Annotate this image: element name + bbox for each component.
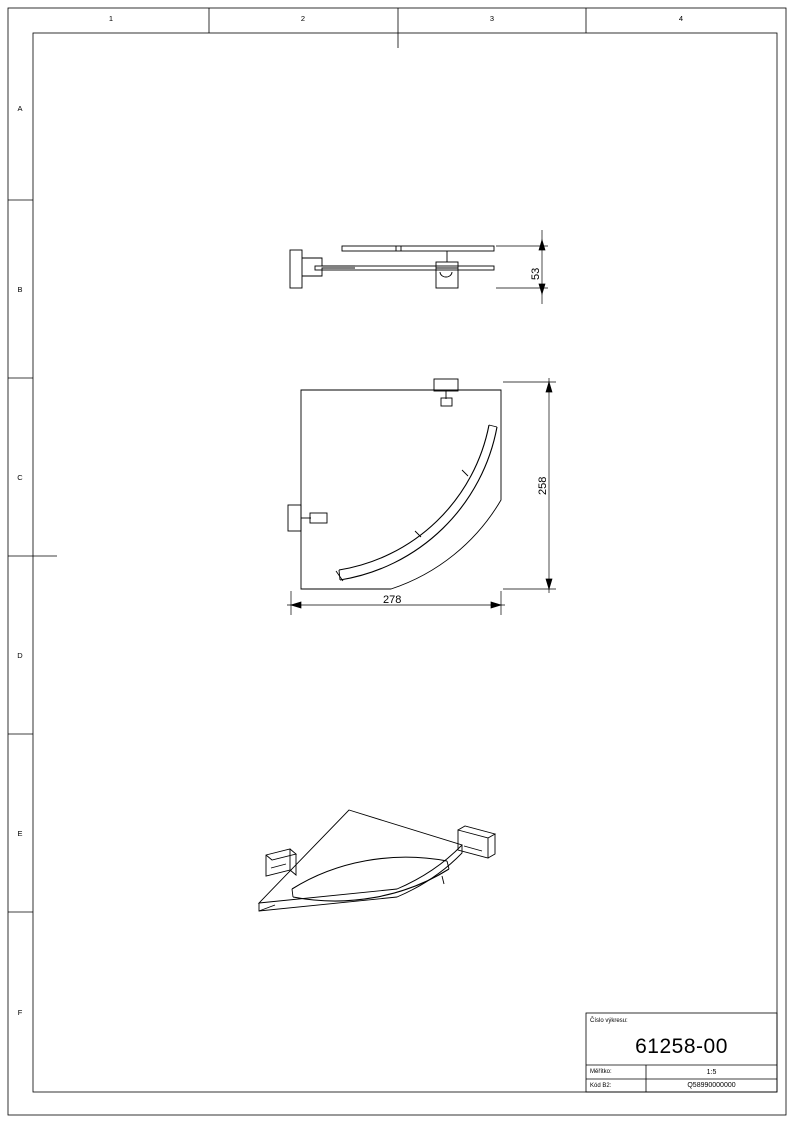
- zone-label-top-4: 4: [678, 14, 684, 23]
- dimension-value-278: 278: [383, 594, 402, 606]
- plan-view-geometry: [288, 379, 501, 589]
- zone-label-top-3: 3: [489, 14, 495, 23]
- front-elevation-geometry: [290, 246, 494, 288]
- zone-label-left-f: F: [17, 1008, 23, 1017]
- dimension-value-258: 258: [537, 476, 549, 495]
- zone-label-top-2: 2: [300, 14, 306, 23]
- inner-frame: [33, 33, 777, 1092]
- code-value: Q58990000000: [687, 1082, 736, 1089]
- drawing-number-label: Číslo výkresu:: [590, 1018, 628, 1024]
- drawing-number-value: 61258-00: [635, 1035, 728, 1058]
- zone-label-top-1: 1: [108, 14, 114, 23]
- zone-label-left-a: A: [17, 104, 23, 113]
- zone-label-left-e: E: [17, 829, 23, 838]
- zone-label-left-d: D: [17, 651, 23, 660]
- zone-label-left-c: C: [17, 473, 23, 482]
- zone-label-left-b: B: [17, 285, 23, 294]
- dimension-value-53: 53: [530, 267, 542, 280]
- scale-value: 1:5: [706, 1069, 717, 1076]
- scale-label: Měřítko:: [590, 1069, 612, 1075]
- isometric-geometry: [259, 810, 495, 911]
- code-label: Kód B2:: [590, 1083, 612, 1089]
